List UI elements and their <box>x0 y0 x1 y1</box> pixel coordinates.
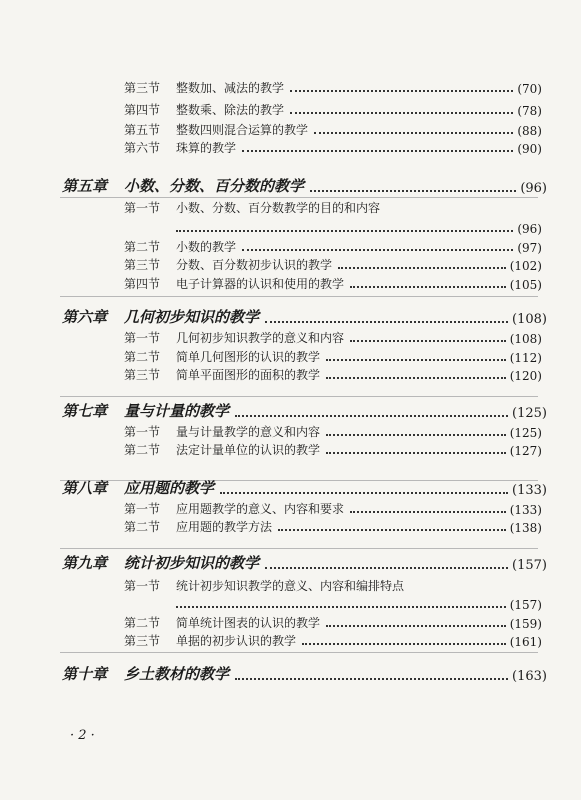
page-number: (138) <box>509 521 542 535</box>
toc-section-row[interactable] <box>124 613 542 631</box>
toc-chapter-row[interactable] <box>62 307 547 327</box>
page-number: (90) <box>517 142 542 156</box>
dot-leader <box>220 492 508 494</box>
toc-chapter-row[interactable] <box>62 176 547 196</box>
section-title: 法定计量单位的认识的教学 <box>176 443 321 457</box>
page-number: (157) <box>509 598 542 612</box>
toc-chapter-row[interactable] <box>62 553 547 573</box>
section-number: 第四节 <box>124 277 161 291</box>
dot-leader <box>326 625 506 627</box>
chapter-divider <box>60 548 538 549</box>
section-title: 整数四则混合运算的教学 <box>176 123 309 137</box>
chapter-title: 统计初步知识的教学 <box>124 554 260 572</box>
toc-section-row[interactable] <box>124 100 542 118</box>
page-number: (133) <box>512 483 547 498</box>
dot-leader <box>326 434 506 436</box>
chapter-title: 几何初步知识的教学 <box>124 308 260 326</box>
page-number: (120) <box>509 369 542 383</box>
dot-leader <box>326 359 506 361</box>
page-number: (108) <box>512 312 547 327</box>
toc-chapter-row[interactable] <box>62 478 547 498</box>
dot-leader <box>338 267 506 269</box>
section-title: 量与计量教学的意义和内容 <box>176 425 321 439</box>
section-title: 几何初步知识教学的意义和内容 <box>176 331 345 345</box>
section-title: 小数、分数、百分数教学的目的和内容 <box>176 201 381 215</box>
page-number: (105) <box>509 278 542 292</box>
section-number: 第一节 <box>124 201 161 215</box>
dot-leader <box>176 606 506 608</box>
section-title: 简单统计图表的认识的教学 <box>176 616 321 630</box>
page-number: (97) <box>517 241 542 255</box>
section-title: 珠算的教学 <box>176 141 237 155</box>
section-number: 第二节 <box>124 443 161 457</box>
chapter-title: 小数、分数、百分数的教学 <box>124 177 305 195</box>
section-number: 第四节 <box>124 103 161 117</box>
section-title: 单据的初步认识的教学 <box>176 634 297 648</box>
page-number: (161) <box>509 635 542 649</box>
toc-section-row[interactable] <box>124 440 542 458</box>
chapter-number: 第九章 <box>62 554 108 572</box>
section-number: 第三节 <box>124 634 161 648</box>
page-number: (108) <box>509 332 542 346</box>
dot-leader <box>176 230 513 232</box>
section-number: 第五节 <box>124 123 161 137</box>
chapter-title: 乡土教材的教学 <box>124 665 230 683</box>
section-number: 第一节 <box>124 579 161 593</box>
toc-section-row[interactable] <box>124 328 542 346</box>
dot-leader <box>302 643 506 645</box>
dot-leader <box>290 90 513 92</box>
section-title: 电子计算器的认识和使用的教学 <box>176 277 345 291</box>
toc-chapter-row[interactable] <box>62 401 547 421</box>
toc-section-row[interactable] <box>124 631 542 649</box>
toc-section-row[interactable] <box>124 138 542 156</box>
dot-leader <box>310 190 516 192</box>
page-number: (125) <box>512 406 547 421</box>
page-number: (102) <box>509 259 542 273</box>
section-number: 第二节 <box>124 350 161 364</box>
page-number: (157) <box>512 558 547 573</box>
dot-leader <box>326 452 506 454</box>
page-number: (133) <box>509 503 542 517</box>
dot-leader <box>235 415 508 417</box>
section-number: 第二节 <box>124 240 161 254</box>
page-number: (96) <box>520 181 547 196</box>
section-title: 统计初步知识教学的意义、内容和编排特点 <box>176 579 405 593</box>
section-title: 小数的教学 <box>176 240 237 254</box>
chapter-divider <box>60 296 538 297</box>
page-number: (112) <box>509 351 542 365</box>
section-title: 简单几何图形的认识的教学 <box>176 350 321 364</box>
chapter-number: 第十章 <box>62 665 108 683</box>
dot-leader <box>350 340 506 342</box>
toc-section-row[interactable] <box>124 120 542 138</box>
section-title: 应用题教学的意义、内容和要求 <box>176 502 345 516</box>
dot-leader <box>242 249 513 251</box>
dot-leader <box>235 678 508 680</box>
section-title: 整数加、减法的教学 <box>176 81 285 95</box>
toc-section-row[interactable] <box>124 365 542 383</box>
page-number: (127) <box>509 444 542 458</box>
toc-section-row[interactable] <box>124 576 542 594</box>
section-number: 第一节 <box>124 502 161 516</box>
toc-section-row[interactable] <box>124 499 542 517</box>
section-title: 整数乘、除法的教学 <box>176 103 285 117</box>
toc-chapter-row[interactable] <box>62 664 547 684</box>
page-number: (70) <box>517 82 542 96</box>
section-title: 应用题的教学方法 <box>176 520 273 534</box>
section-number: 第六节 <box>124 141 161 155</box>
page-number: (125) <box>509 426 542 440</box>
section-title: 分数、百分数初步认识的教学 <box>176 258 333 272</box>
toc-section-row[interactable] <box>124 255 542 273</box>
dot-leader <box>265 567 508 569</box>
toc-section-row[interactable] <box>124 274 542 292</box>
section-number: 第二节 <box>124 520 161 534</box>
page-number: (163) <box>512 669 547 684</box>
section-number: 第三节 <box>124 81 161 95</box>
section-number: 第二节 <box>124 616 161 630</box>
chapter-divider <box>60 652 538 653</box>
section-number: 第一节 <box>124 425 161 439</box>
toc-section-row[interactable] <box>124 237 542 255</box>
toc-section-row[interactable] <box>124 78 542 96</box>
toc-continuation-row[interactable] <box>176 218 542 236</box>
chapter-title: 应用题的教学 <box>124 479 215 497</box>
dot-leader <box>290 112 513 114</box>
page-number: (159) <box>509 617 542 631</box>
toc-section-row[interactable] <box>124 347 542 365</box>
dot-leader <box>350 286 506 288</box>
chapter-number: 第七章 <box>62 402 108 420</box>
toc-continuation-row[interactable] <box>176 594 542 612</box>
chapter-divider <box>60 396 538 397</box>
dot-leader <box>326 377 506 379</box>
section-number: 第三节 <box>124 258 161 272</box>
dot-leader <box>242 150 513 152</box>
dot-leader <box>265 321 508 323</box>
section-number: 第一节 <box>124 331 161 345</box>
page-footer-number: · 2 · <box>70 728 95 743</box>
page-number: (78) <box>517 104 542 118</box>
toc-section-row[interactable] <box>124 422 542 440</box>
chapter-number: 第五章 <box>62 177 108 195</box>
chapter-number: 第六章 <box>62 308 108 326</box>
page-number: (88) <box>517 124 542 138</box>
chapter-number: 第八章 <box>62 479 108 497</box>
section-number: 第三节 <box>124 368 161 382</box>
dot-leader <box>350 511 506 513</box>
section-title: 简单平面图形的面积的教学 <box>176 368 321 382</box>
chapter-title: 量与计量的教学 <box>124 402 230 420</box>
toc-section-row[interactable] <box>124 198 542 216</box>
dot-leader <box>278 529 506 531</box>
dot-leader <box>314 132 513 134</box>
page-number: (96) <box>517 222 542 236</box>
toc-section-row[interactable] <box>124 517 542 535</box>
